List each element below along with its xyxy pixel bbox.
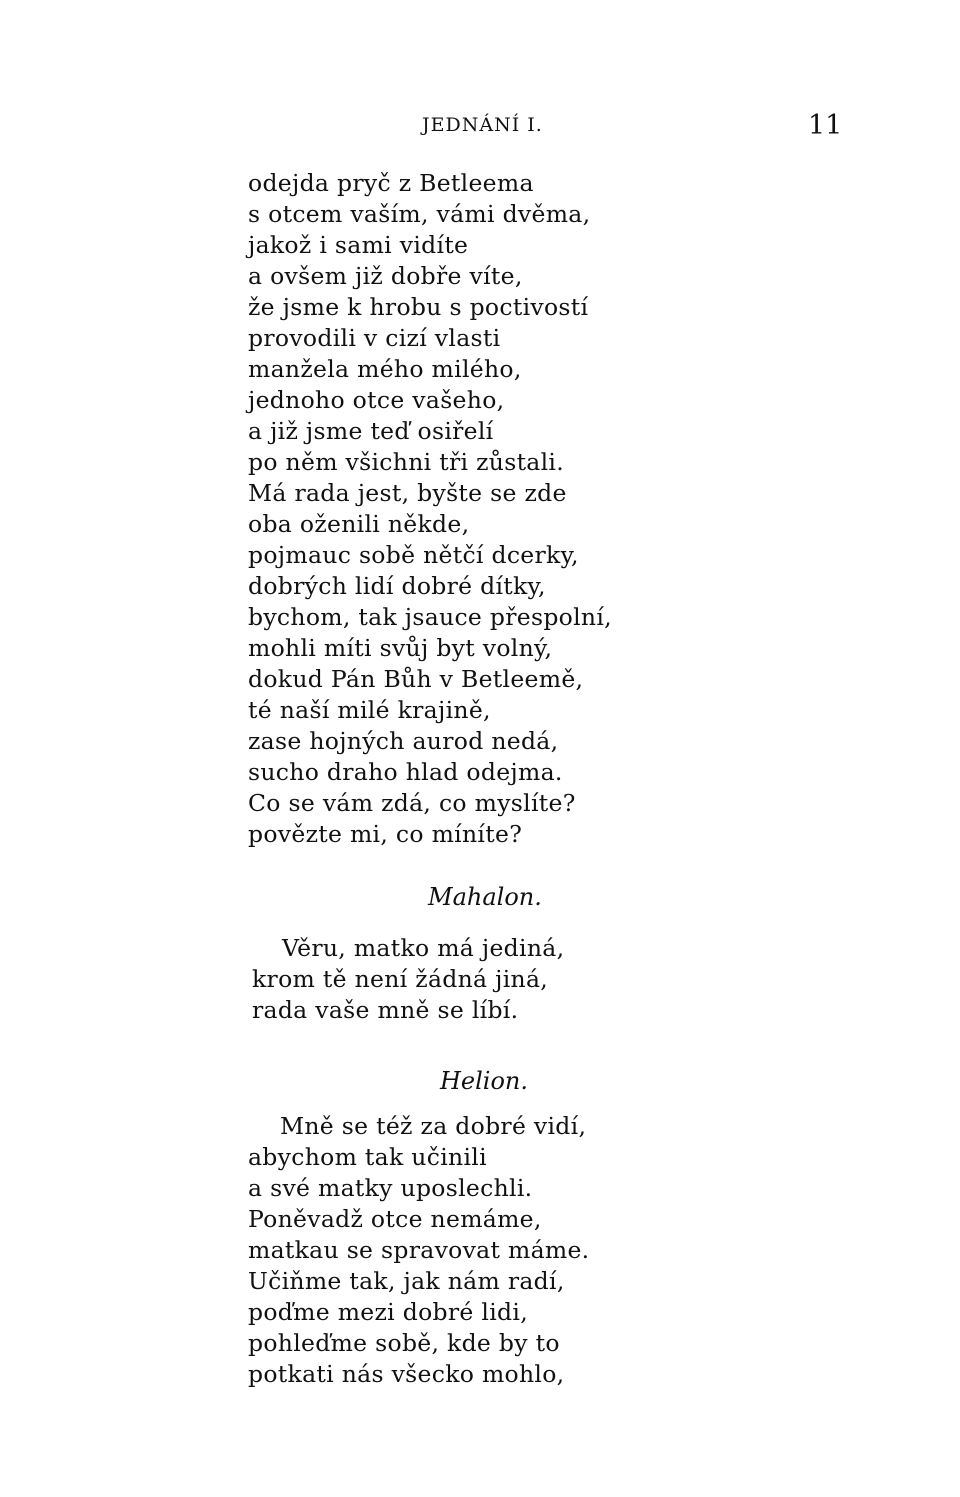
verse-line: pojmauc sobě nětčí dcerky,	[248, 541, 579, 569]
verse-line: provodili v cizí vlasti	[248, 324, 501, 352]
verse-line: oba oženili někde,	[248, 510, 470, 538]
verse-line: že jsme k hrobu s poctivostí	[248, 293, 589, 321]
verse-line: odejda pryč z Betleema	[248, 169, 534, 197]
verse-line: rada vaše mně se líbí.	[252, 996, 519, 1024]
verse-line: mohli míti svůj byt volný,	[248, 634, 553, 662]
speaker-heading-mahalon: Mahalon.	[428, 883, 542, 911]
verse-line: a ovšem již dobře víte,	[248, 262, 523, 290]
verse-line: krom tě není žádná jiná,	[252, 965, 549, 993]
page-number: 11	[808, 110, 843, 141]
verse-line: zase hojných aurod nedá,	[248, 727, 559, 755]
verse-line: poďme mezi dobré lidi,	[248, 1298, 528, 1326]
verse-block-2	[252, 933, 852, 1026]
verse-block-1	[248, 168, 848, 850]
verse-line: manžela mého milého,	[248, 355, 522, 383]
verse-line: matkau se spravovat máme.	[248, 1236, 590, 1264]
verse-line: pohleďme sobě, kde by to	[248, 1329, 560, 1357]
verse-line: dokud Pán Bůh v Betleemě,	[248, 665, 584, 693]
verse-line: potkati nás všecko mohlo,	[248, 1360, 565, 1388]
verse-line: dobrých lidí dobré dítky,	[248, 572, 546, 600]
verse-line: abychom tak učinili	[248, 1143, 487, 1171]
verse-line: po něm všichni tři zůstali.	[248, 448, 565, 476]
verse-line: té naší milé krajině,	[248, 696, 491, 724]
running-head: JEDNÁNÍ I.	[422, 114, 543, 136]
verse-line: Mně se též za dobré vidí,	[280, 1112, 587, 1140]
verse-line: Má rada jest, byšte se zde	[248, 479, 567, 507]
verse-block-3	[248, 1111, 848, 1390]
verse-line: a již jsme teď osiřelí	[248, 417, 494, 445]
verse-line: Co se vám zdá, co myslíte?	[248, 789, 576, 817]
verse-line: Učiňme tak, jak nám radí,	[248, 1267, 565, 1295]
verse-line: sucho draho hlad odejma.	[248, 758, 563, 786]
verse-line: s otcem vaším, vámi dvěma,	[248, 200, 591, 228]
page-header	[0, 110, 960, 144]
verse-line: povězte mi, co míníte?	[248, 820, 523, 848]
speaker-heading-helion: Helion.	[440, 1067, 529, 1095]
verse-line: bychom, tak jsauce přespolní,	[248, 603, 612, 631]
verse-line: Poněvadž otce nemáme,	[248, 1205, 542, 1233]
verse-line: jednoho otce vašeho,	[248, 386, 505, 414]
verse-line: Věru, matko má jediná,	[282, 934, 565, 962]
verse-line: jakož i sami vidíte	[248, 231, 469, 259]
verse-line: a své matky uposlechli.	[248, 1174, 533, 1202]
